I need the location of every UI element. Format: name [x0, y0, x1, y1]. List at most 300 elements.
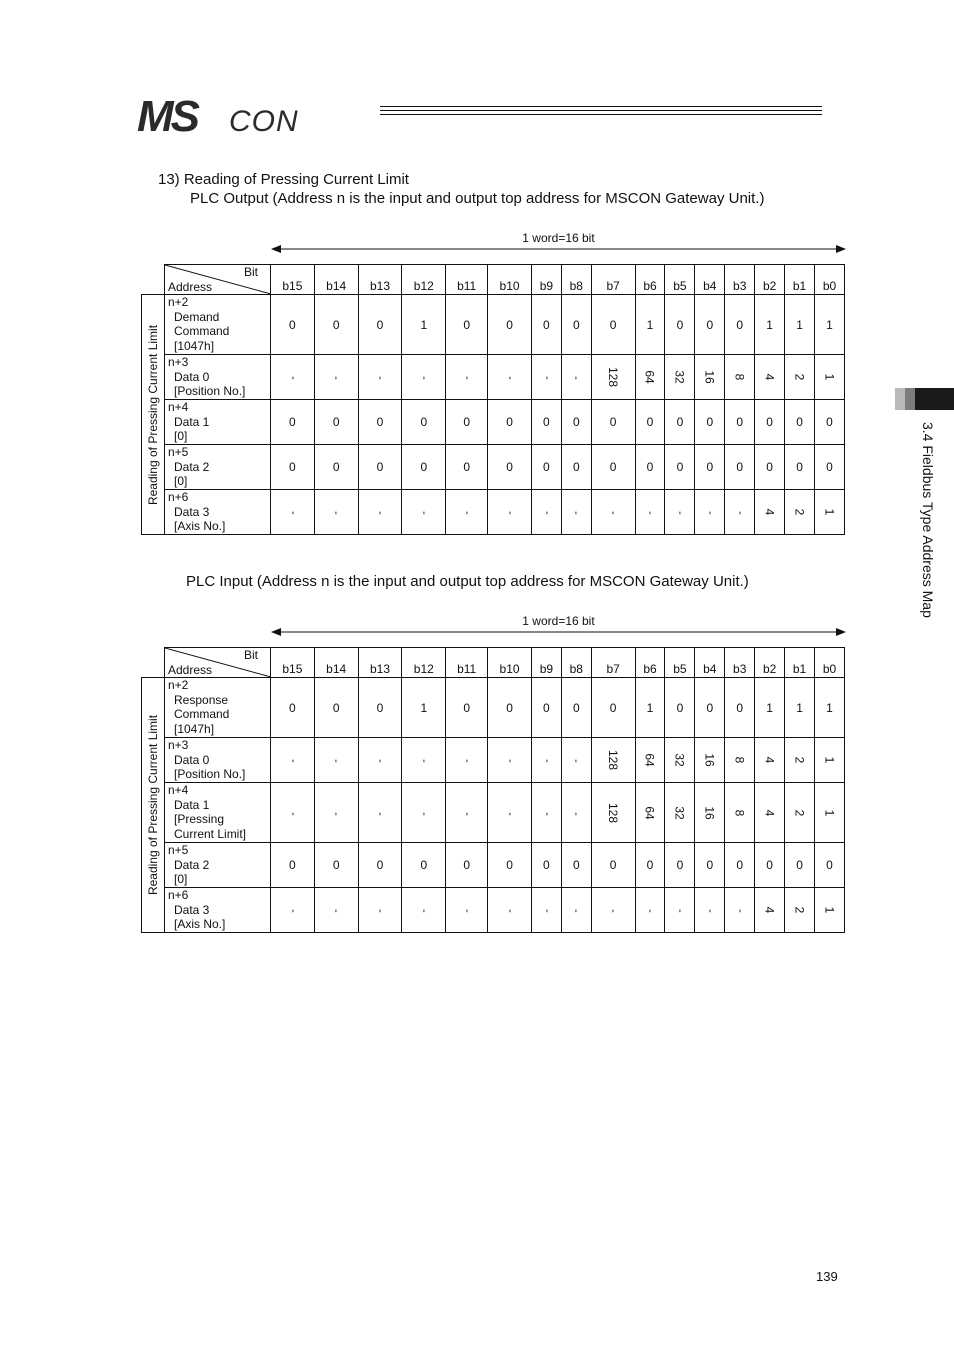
register-description: Demand — [174, 309, 220, 324]
bit-weight: 64 — [642, 805, 657, 820]
unused-bit-mark: - — [540, 511, 553, 515]
bit-weight: 16 — [702, 753, 717, 767]
bit-weight: 128 — [606, 366, 621, 388]
bit-value-cell — [725, 783, 755, 843]
bit-value: 0 — [376, 415, 384, 429]
bit-value-cell — [785, 445, 815, 490]
side-section-title-text: 3.4 Fieldbus Type Address Map — [920, 422, 936, 618]
table-row — [142, 678, 845, 738]
bit-value: 0 — [572, 858, 580, 872]
table-row — [142, 783, 845, 843]
bit-column-header: b9 — [531, 265, 561, 295]
bit-value-cell — [358, 843, 402, 888]
bit-value-cell — [635, 843, 665, 888]
bit-value-cell — [725, 490, 755, 535]
bit-value-cell — [402, 678, 446, 738]
bit-column-header: b13 — [358, 648, 402, 678]
bit-value-cell — [591, 295, 635, 355]
bit-value: 0 — [706, 460, 714, 474]
register-description: Data 3 — [174, 504, 210, 519]
bit-value-cell — [531, 843, 561, 888]
bit-value-cell — [591, 355, 635, 400]
bit-value-cell — [358, 355, 402, 400]
bit-value-cell — [314, 295, 358, 355]
bit-column-header: b4 — [695, 648, 725, 678]
bit-column-header: b12 — [402, 265, 446, 295]
word-width-label: 1 word=16 bit — [522, 614, 595, 628]
bit-column-header: b10 — [488, 265, 532, 295]
bit-value-cell — [271, 295, 315, 355]
bit-column-header: b5 — [665, 648, 695, 678]
bit-value-cell — [785, 888, 815, 933]
bit-value: 0 — [766, 460, 773, 474]
bit-weight: 16 — [702, 805, 717, 820]
unused-bit-mark: - — [540, 376, 553, 380]
header-rule-bottom — [380, 114, 822, 115]
bit-label: Bit — [243, 648, 258, 662]
unused-bit-mark: - — [540, 811, 553, 816]
bit-column-header: b6 — [635, 265, 665, 295]
bit-value-cell — [814, 783, 844, 843]
bit-value-cell — [665, 355, 695, 400]
unused-bit-mark: - — [286, 511, 299, 515]
header-spacer — [142, 648, 165, 678]
bit-column-header: b9 — [531, 648, 561, 678]
register-description: Response — [174, 692, 229, 707]
bit-value: 0 — [572, 317, 580, 332]
bit-value-cell — [271, 400, 315, 445]
bit-weight: 64 — [642, 370, 657, 384]
bit-weight: 32 — [672, 805, 687, 820]
bit-value-cell — [446, 888, 488, 933]
bit-weight: 1 — [822, 373, 837, 381]
bit-weight: 1 — [822, 756, 837, 764]
unused-bit-mark: - — [373, 376, 386, 380]
table-row — [142, 490, 845, 535]
unused-bit-mark: - — [733, 909, 746, 913]
unused-bit-mark: - — [330, 909, 343, 913]
bit-value: 0 — [609, 858, 617, 872]
bit-value: 0 — [706, 317, 714, 332]
bit-value-cell — [785, 783, 815, 843]
bit-weight: 8 — [732, 373, 747, 381]
bit-header-row — [142, 265, 845, 295]
bit-value-cell — [665, 738, 695, 783]
bit-value: 0 — [609, 460, 617, 474]
bit-value: 0 — [796, 858, 803, 872]
side-section-title — [918, 422, 948, 662]
unused-bit-mark: - — [330, 511, 343, 515]
bit-value-cell — [755, 843, 785, 888]
bit-weight: 2 — [792, 906, 807, 914]
bit-value-cell — [531, 783, 561, 843]
unused-bit-mark: - — [540, 909, 553, 913]
side-tab-marker-dark — [915, 388, 954, 410]
register-address: n+4 — [168, 783, 189, 797]
bit-value-cell — [561, 888, 591, 933]
bit-value-cell — [785, 355, 815, 400]
bit-value: 1 — [420, 700, 428, 715]
bit-value-cell — [561, 678, 591, 738]
table-row — [142, 355, 845, 400]
bit-value: 0 — [572, 415, 580, 429]
bit-value: 0 — [376, 317, 384, 332]
bit-value-cell — [531, 678, 561, 738]
unused-bit-mark: - — [417, 909, 430, 913]
bit-value: 0 — [826, 415, 833, 429]
bit-value-cell — [561, 295, 591, 355]
bit-column-header: b14 — [314, 265, 358, 295]
bit-value: 0 — [766, 858, 773, 872]
unused-bit-mark: - — [286, 759, 299, 763]
bit-value: 0 — [572, 700, 580, 715]
register-description: [1047h] — [174, 338, 215, 353]
bit-value: 0 — [506, 317, 513, 332]
bit-value: 0 — [826, 460, 833, 474]
register-description: Data 0 — [174, 752, 210, 767]
register-description: [Position No.] — [174, 767, 246, 782]
bit-value-cell — [785, 400, 815, 445]
bit-value-cell — [488, 400, 532, 445]
bit-value-cell — [446, 400, 488, 445]
bit-value-cell — [271, 843, 315, 888]
bit-value-cell — [314, 400, 358, 445]
bit-column-header: b0 — [814, 265, 844, 295]
bit-value: 0 — [332, 700, 340, 715]
bit-weight: 64 — [642, 753, 657, 767]
word-width-label: 1 word=16 bit — [522, 231, 595, 245]
bit-value-cell — [271, 355, 315, 400]
bit-address-corner — [165, 265, 271, 295]
bit-value: 0 — [463, 317, 470, 332]
bit-value: 0 — [706, 858, 714, 872]
bit-value-cell — [665, 295, 695, 355]
bit-value: 0 — [332, 415, 340, 429]
unused-bit-mark: - — [460, 511, 473, 515]
bit-weight: 4 — [762, 373, 777, 381]
header-rule-mid — [380, 110, 822, 111]
bit-value-cell — [665, 445, 695, 490]
bit-value-cell — [402, 400, 446, 445]
bit-value: 0 — [376, 858, 384, 872]
bit-value-cell — [488, 355, 532, 400]
bit-value-cell — [591, 400, 635, 445]
bit-value-cell — [755, 783, 785, 843]
unused-bit-mark: - — [673, 511, 686, 515]
bit-value-cell — [561, 843, 591, 888]
table-row — [142, 843, 845, 888]
unused-bit-mark: - — [503, 511, 516, 515]
bit-weight: 4 — [762, 508, 777, 516]
bit-column-header: b3 — [725, 265, 755, 295]
unused-bit-mark: - — [460, 759, 473, 763]
bit-value-cell — [635, 678, 665, 738]
bit-value: 0 — [736, 460, 744, 474]
bit-value-cell — [755, 738, 785, 783]
bit-value: 0 — [706, 700, 714, 715]
bit-value-cell — [531, 400, 561, 445]
bit-value: 0 — [289, 317, 296, 332]
unused-bit-mark: - — [417, 511, 430, 515]
bit-value-cell — [358, 738, 402, 783]
bit-value: 0 — [289, 415, 296, 429]
bit-value-cell — [725, 843, 755, 888]
address-cell — [165, 355, 271, 400]
word-width-arrow-input — [271, 616, 846, 636]
bit-value-cell — [725, 400, 755, 445]
register-address: n+6 — [168, 888, 189, 902]
bit-value-cell — [358, 490, 402, 535]
bit-value: 1 — [646, 700, 654, 715]
bit-value-cell — [488, 678, 532, 738]
group-label-cell — [142, 678, 165, 933]
unused-bit-mark: - — [703, 909, 716, 913]
register-description: Data 3 — [174, 902, 210, 917]
bit-value: 0 — [646, 415, 654, 429]
bit-value-cell — [635, 490, 665, 535]
bit-value-cell — [531, 295, 561, 355]
unused-bit-mark: - — [330, 811, 343, 816]
input-caption: PLC Input (Address n is the input and output top address for MSCON Gateway Unit.) — [186, 573, 749, 590]
unused-bit-mark: - — [503, 909, 516, 913]
bit-value-cell — [358, 783, 402, 843]
bit-value-cell — [314, 888, 358, 933]
bit-value-cell — [271, 490, 315, 535]
bit-value-cell — [271, 888, 315, 933]
bit-value-cell — [358, 295, 402, 355]
bit-value-cell — [635, 295, 665, 355]
address-cell — [165, 738, 271, 783]
plc-output-table — [141, 264, 845, 535]
register-address: n+4 — [168, 400, 189, 414]
bit-column-header: b1 — [785, 265, 815, 295]
bit-value: 0 — [332, 460, 340, 474]
bit-value: 0 — [289, 700, 296, 715]
bit-column-header: b2 — [755, 265, 785, 295]
address-cell — [165, 783, 271, 843]
bit-value-cell — [785, 295, 815, 355]
group-label-cell — [142, 295, 165, 535]
bit-value-cell — [814, 843, 844, 888]
register-address: n+2 — [168, 295, 189, 309]
bit-value-cell — [755, 355, 785, 400]
bit-value-cell — [665, 888, 695, 933]
bit-column-header: b13 — [358, 265, 402, 295]
bit-value: 0 — [676, 415, 684, 429]
bit-value-cell — [755, 888, 785, 933]
unused-bit-mark: - — [643, 511, 656, 515]
bit-value-cell — [695, 400, 725, 445]
bit-value: 0 — [506, 415, 513, 429]
bit-value: 0 — [376, 460, 384, 474]
bit-value-cell — [488, 843, 532, 888]
bit-column-header: b11 — [446, 648, 488, 678]
bit-value-cell — [561, 783, 591, 843]
bit-value: 1 — [766, 700, 773, 715]
bit-value-cell — [755, 678, 785, 738]
bit-value: 0 — [420, 460, 428, 474]
bit-value: 0 — [646, 460, 654, 474]
unused-bit-mark: - — [417, 811, 430, 816]
bit-value-cell — [402, 295, 446, 355]
address-label: Address — [168, 663, 213, 677]
unused-bit-mark: - — [286, 909, 299, 913]
bit-value: 0 — [543, 700, 550, 715]
table-row — [142, 738, 845, 783]
bit-value: 0 — [506, 460, 513, 474]
bit-column-header: b11 — [446, 265, 488, 295]
bit-value-cell — [488, 783, 532, 843]
bit-value: 0 — [463, 858, 470, 872]
bit-value-cell — [725, 355, 755, 400]
bit-value-cell — [755, 445, 785, 490]
header-spacer — [142, 265, 165, 295]
register-address: n+3 — [168, 738, 189, 752]
bit-value: 0 — [572, 460, 580, 474]
unused-bit-mark: - — [733, 511, 746, 515]
register-description: [0] — [174, 429, 188, 444]
bit-value-cell — [591, 445, 635, 490]
bit-value: 0 — [543, 460, 550, 474]
unused-bit-mark: - — [570, 376, 583, 380]
register-description: Current Limit] — [174, 826, 247, 841]
bit-column-header: b2 — [755, 648, 785, 678]
unused-bit-mark: - — [570, 811, 583, 816]
bit-value-cell — [695, 490, 725, 535]
bit-column-header: b1 — [785, 648, 815, 678]
bit-column-header: b8 — [561, 648, 591, 678]
bit-value: 0 — [543, 317, 550, 332]
bit-value-cell — [488, 295, 532, 355]
unused-bit-mark: - — [540, 759, 553, 763]
bit-value-cell — [591, 738, 635, 783]
bit-value-cell — [531, 445, 561, 490]
bit-value: 0 — [543, 858, 550, 872]
bit-value: 0 — [463, 460, 470, 474]
bit-value: 0 — [332, 858, 340, 872]
bit-weight: 8 — [732, 809, 747, 816]
header-rule-top — [380, 106, 822, 107]
bit-value-cell — [695, 445, 725, 490]
bit-value-cell — [314, 843, 358, 888]
bit-value-cell — [446, 783, 488, 843]
bit-value-cell — [695, 355, 725, 400]
bit-column-header: b15 — [271, 265, 315, 295]
bit-value-cell — [635, 888, 665, 933]
unused-bit-mark: - — [607, 909, 620, 913]
bit-value-cell — [755, 400, 785, 445]
table-row — [142, 295, 845, 355]
bit-value-cell — [665, 400, 695, 445]
bit-label: Bit — [243, 265, 258, 279]
unused-bit-mark: - — [703, 511, 716, 515]
bit-value: 0 — [706, 415, 714, 429]
bit-value-cell — [561, 490, 591, 535]
unused-bit-mark: - — [373, 511, 386, 515]
bit-value-cell — [314, 738, 358, 783]
bit-value-cell — [402, 490, 446, 535]
side-tab-marker-mid — [905, 388, 915, 410]
bit-value-cell — [635, 738, 665, 783]
side-tab-marker-light — [895, 388, 905, 410]
register-description: Data 2 — [174, 857, 210, 872]
unused-bit-mark: - — [503, 811, 516, 816]
bit-value-cell — [725, 738, 755, 783]
bit-value-cell — [635, 783, 665, 843]
register-address: n+5 — [168, 445, 189, 459]
bit-value-cell — [591, 678, 635, 738]
address-cell — [165, 678, 271, 738]
bit-value: 0 — [332, 317, 340, 332]
bit-value-cell — [446, 295, 488, 355]
register-description: Command — [174, 324, 230, 339]
register-description: [0] — [174, 872, 188, 887]
bit-value-cell — [358, 678, 402, 738]
bit-value-cell — [695, 678, 725, 738]
bit-value-cell — [785, 843, 815, 888]
double-arrow-icon — [271, 626, 846, 638]
unused-bit-mark: - — [503, 759, 516, 763]
svg-text:MS: MS — [137, 96, 197, 136]
bit-value-cell — [814, 738, 844, 783]
bit-value-cell — [402, 888, 446, 933]
bit-header-row — [142, 648, 845, 678]
bit-value-cell — [446, 843, 488, 888]
bit-value-cell — [446, 678, 488, 738]
bit-column-header: b15 — [271, 648, 315, 678]
bit-value: 0 — [736, 700, 744, 715]
unused-bit-mark: - — [330, 759, 343, 763]
mscon-logo — [137, 96, 369, 136]
register-address: n+2 — [168, 678, 189, 692]
bit-value-cell — [725, 888, 755, 933]
bit-value: 0 — [506, 858, 513, 872]
address-label: Address — [168, 280, 213, 294]
unused-bit-mark: - — [607, 511, 620, 515]
bit-value: 0 — [796, 415, 803, 429]
bit-weight: 128 — [606, 802, 621, 823]
bit-value-cell — [695, 888, 725, 933]
register-description: [0] — [174, 474, 188, 489]
bit-value-cell — [531, 888, 561, 933]
bit-value-cell — [635, 355, 665, 400]
bit-value: 0 — [463, 415, 470, 429]
bit-value-cell — [446, 355, 488, 400]
bit-value-cell — [695, 738, 725, 783]
group-label: Reading of Pressing Current Limit — [146, 324, 160, 505]
address-cell — [165, 295, 271, 355]
bit-value: 0 — [796, 460, 803, 474]
bit-value-cell — [561, 400, 591, 445]
bit-value-cell — [591, 490, 635, 535]
register-description: [1047h] — [174, 721, 215, 736]
bit-value: 0 — [289, 858, 296, 872]
bit-column-header: b12 — [402, 648, 446, 678]
table-row — [142, 888, 845, 933]
bit-value-cell — [814, 355, 844, 400]
word-width-arrow-output — [271, 233, 846, 253]
bit-value-cell — [402, 355, 446, 400]
bit-address-corner — [165, 648, 271, 678]
bit-column-header: b10 — [488, 648, 532, 678]
bit-weight: 1 — [822, 508, 837, 516]
bit-value-cell — [814, 490, 844, 535]
register-description: [Pressing — [174, 812, 225, 827]
bit-column-header: b8 — [561, 265, 591, 295]
bit-column-header: b6 — [635, 648, 665, 678]
address-cell — [165, 490, 271, 535]
bit-value-cell — [635, 445, 665, 490]
